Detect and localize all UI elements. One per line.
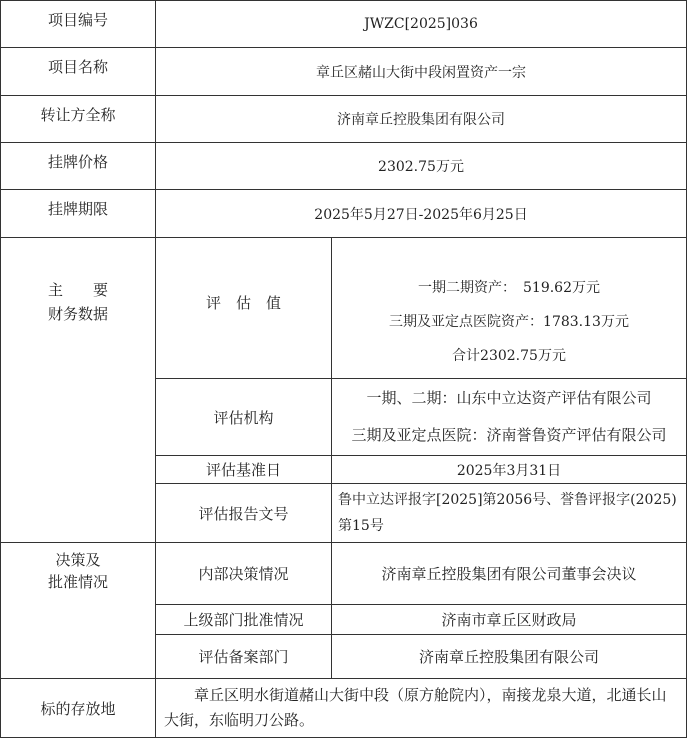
appraisal-value bbox=[332, 238, 687, 379]
agency-label: 评估机构 bbox=[156, 379, 332, 456]
period-value: 2025年5月27日-2025年6月25日 bbox=[156, 190, 687, 238]
internal-decision-value: 济南章丘控股集团有限公司董事会决议 bbox=[332, 543, 687, 605]
appraisal-line2: 三期及亚定点医院资产：1783.13万元 bbox=[389, 314, 629, 330]
finance-group-label-line1: 主 要 bbox=[47, 281, 108, 299]
superior-approval-label: 上级部门批准情况 bbox=[156, 605, 332, 635]
project-no-value: JWZC[2025]036 bbox=[156, 1, 687, 48]
location-label: 标的存放地 bbox=[1, 679, 156, 738]
row-transferor bbox=[1, 96, 687, 143]
row-price bbox=[1, 143, 687, 190]
row-project-name bbox=[1, 48, 687, 96]
internal-decision-label: 内部决策情况 bbox=[156, 543, 332, 605]
period-label: 挂牌期限 bbox=[1, 190, 156, 238]
agency-value bbox=[332, 379, 687, 456]
finance-group-label-line2: 财务数据 bbox=[47, 305, 108, 323]
filing-dept-label: 评估备案部门 bbox=[156, 635, 332, 679]
price-value: 2302.75万元 bbox=[156, 143, 687, 190]
report-value: 鲁中立达评报字[2025]第2056号、誉鲁评报字(2025)第15号 bbox=[332, 484, 687, 543]
transferor-label: 转让方全称 bbox=[1, 96, 156, 143]
row-appraisal bbox=[1, 238, 687, 379]
filing-dept-value: 济南章丘控股集团有限公司 bbox=[332, 635, 687, 679]
row-period bbox=[1, 190, 687, 238]
finance-group-label bbox=[1, 238, 156, 543]
agency-line1: 一期、二期：山东中立达资产评估有限公司 bbox=[366, 389, 652, 407]
row-project-no bbox=[1, 1, 687, 48]
decision-group-label-line2: 批准情况 bbox=[47, 573, 108, 591]
project-no-label: 项目编号 bbox=[1, 1, 156, 48]
base-date-value: 2025年3月31日 bbox=[332, 456, 687, 484]
row-internal-decision bbox=[1, 543, 687, 605]
report-label: 评估报告文号 bbox=[156, 484, 332, 543]
appraisal-line3: 合计2302.75万元 bbox=[452, 348, 566, 364]
base-date-label: 评估基准日 bbox=[156, 456, 332, 484]
transferor-value: 济南章丘控股集团有限公司 bbox=[156, 96, 687, 143]
project-name-label: 项目名称 bbox=[1, 48, 156, 96]
project-name-value: 章丘区赭山大街中段闲置资产一宗 bbox=[156, 48, 687, 96]
appraisal-label: 评 估 值 bbox=[156, 238, 332, 379]
superior-approval-value: 济南市章丘区财政局 bbox=[332, 605, 687, 635]
decision-group-label bbox=[1, 543, 156, 679]
location-value: 章丘区明水街道赭山大街中段（原方舱院内），南接龙泉大道，北通长山大街，东临明刀公路。 bbox=[156, 679, 687, 738]
decision-group-label-line1: 决策及 bbox=[55, 551, 101, 569]
agency-line2: 三期及亚定点医院：济南誉鲁资产评估有限公司 bbox=[351, 426, 667, 444]
row-location bbox=[1, 679, 687, 738]
appraisal-line1: 一期二期资产： 519.62万元 bbox=[418, 280, 600, 296]
price-label: 挂牌价格 bbox=[1, 143, 156, 190]
